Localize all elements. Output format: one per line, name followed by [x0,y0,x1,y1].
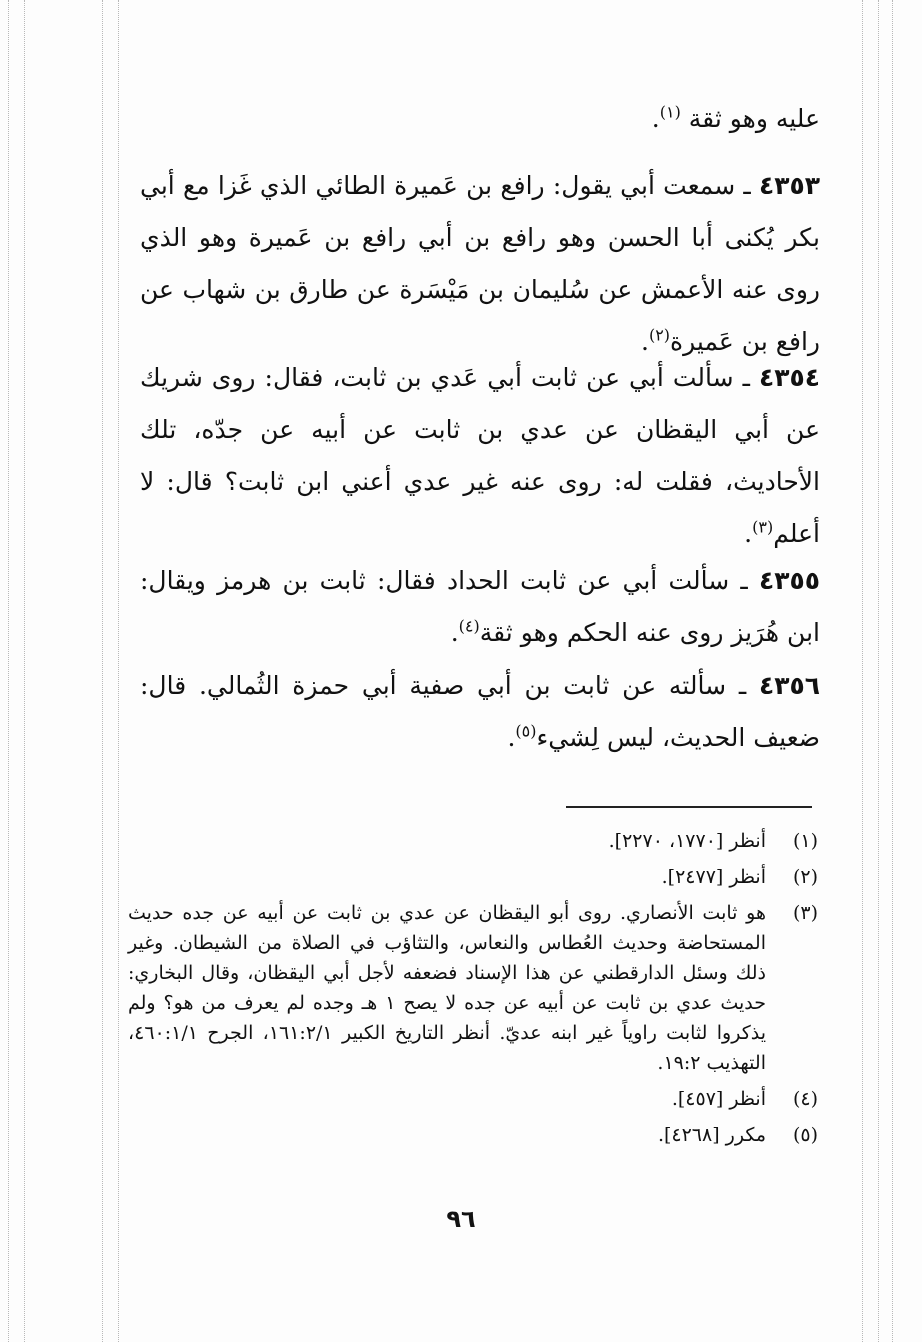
footnote-text: أنظر [١٧٧٠، ٢٢٧٠]. [608,830,766,852]
entry-text: سألت أبي عن ثابت الحداد فقال: ثابت بن هرمز ويقال: ابن هُرَيز روى عنه الحكم وهو ثقة [140,566,820,647]
entry-text: سمعت أبي يقول: رافع بن عَميرة الطائي الذي غَزا مع أبي بكر يُكنى أبا الحسن وهو رافع بن أبي رافع بن عَميرة وهو الذي روى عنه الأعمش عن سُليمان بن مَيْسَرة عن طارق بن شهاب عن رافع بن عَميرة [140,171,820,356]
entry-text: سألت أبي عن ثابت أبي عَدي بن ثابت، فقال: روى شريك عن أبي اليقظان عن عدي بن ثابت عن أبيه عن جدّه، تلك الأحاديث، فقلت له: روى عنه غير عدي أعني ابن ثابت؟ قال: لا أعلم [140,363,820,548]
entry-dash: ـ [740,566,748,595]
page-number: ٩٦ [446,1205,476,1233]
entry-paragraph: ٤٣٥٥ ـ سألت أبي عن ثابت الحداد فقال: ثابت بن هرمز ويقال: ابن هُرَيز روى عنه الحكم وهو ثقة$^{(٤)}$. [140,566,821,647]
entry-text: سألته عن ثابت بن أبي صفية أبي حمزة الثُمالي. قال: ضعيف الحديث، ليس لِشيء [140,671,820,752]
footnote-mark: (٤) [792,1088,818,1110]
footnotes-section [128,826,818,1156]
footnote-text: مكرر [٤٢٦٨]. [657,1124,766,1146]
entry-number: ٤٣٥٤ [758,363,820,392]
scan-edge-line [24,0,25,1342]
entry-dash: ـ [743,171,751,200]
footnote-ref: (٤) [458,616,480,636]
scan-edge-line [102,0,103,1342]
footnote [128,1084,818,1114]
footnote [128,826,818,856]
scan-edge-line [8,0,9,1342]
entry-number: ٤٣٥٣ [758,171,820,200]
footnote-mark: (٥) [792,1124,818,1146]
footnote [128,898,818,1078]
footnote [128,1120,818,1150]
intro-line: عليه وهو ثقة $^{(١)}$. [651,102,820,133]
scan-edge-line [118,0,119,1342]
entry-paragraph: ٤٣٥٦ ـ سألته عن ثابت بن أبي صفية أبي حمزة الثُمالي. قال: ضعيف الحديث، ليس لِشيء$^{(٥)}$. [140,671,821,752]
footnote-ref: (٣) [752,517,774,537]
footnote-text: أنظر [٤٥٧]. [671,1088,766,1110]
scan-edge-line [878,0,879,1342]
entry-number: ٤٣٥٦ [758,671,821,700]
entry-dash: ـ [738,671,747,700]
footnote-divider [566,806,812,808]
entry-paragraph: ٤٣٥٣ ـ سمعت أبي يقول: رافع بن عَميرة الطائي الذي غَزا مع أبي بكر يُكنى أبا الحسن وهو رافع بن أبي رافع بن عَميرة وهو الذي روى عنه الأعمش عن سُليمان بن مَيْسَرة عن طارق بن شهاب عن رافع بن عَميرة$^{(٢)}$. [140,171,820,356]
footnote-text: هو ثابت الأنصاري. روى أبو اليقظان عن عدي بن ثابت عن أبيه عن جده حديث المستحاضة وحديث العُطاس والنعاس، والتثاؤب في الصلاة من الشيطان. وغير ذلك وسئل الدارقطني عن هذا الإسناد فضعفه لأجل أبي اليقظان، وقال البخاري: حديث عدي بن ثابت عن أبيه عن جده لا يصح ١ هـ وجده لم يعرف من هو؟ ولم يذكروا لثابت راوياً غير ابنه عديّ. أنظر التاريخ الكبير ١٦١:٢/١، الجرح ٤٦٠:١/١، التهذيب ١٩:٢. [128,902,766,1074]
entry-paragraph: ٤٣٥٤ ـ سألت أبي عن ثابت أبي عَدي بن ثابت، فقال: روى شريك عن أبي اليقظان عن عدي بن ثابت عن أبيه عن جدّه، تلك الأحاديث، فقلت له: روى عنه غير عدي أعني ابن ثابت؟ قال: لا أعلم$^{(٣)}$. [140,363,820,548]
footnote [128,862,818,892]
scan-edge-line [862,0,863,1342]
entry-number: ٤٣٥٥ [758,566,821,595]
entry-dash: ـ [742,363,750,392]
scan-edge-line [892,0,893,1342]
footnote-mark: (١) [792,830,818,852]
footnote-ref: (١) [659,102,681,122]
footnote-mark: (٢) [792,866,818,888]
footnote-text: أنظر [٢٤٧٧]. [661,866,766,888]
footnote-ref: (٢) [648,325,671,345]
footnote-ref: (٥) [515,721,537,741]
footnote-mark: (٣) [792,902,818,924]
intro-text: عليه وهو ثقة [688,104,820,133]
